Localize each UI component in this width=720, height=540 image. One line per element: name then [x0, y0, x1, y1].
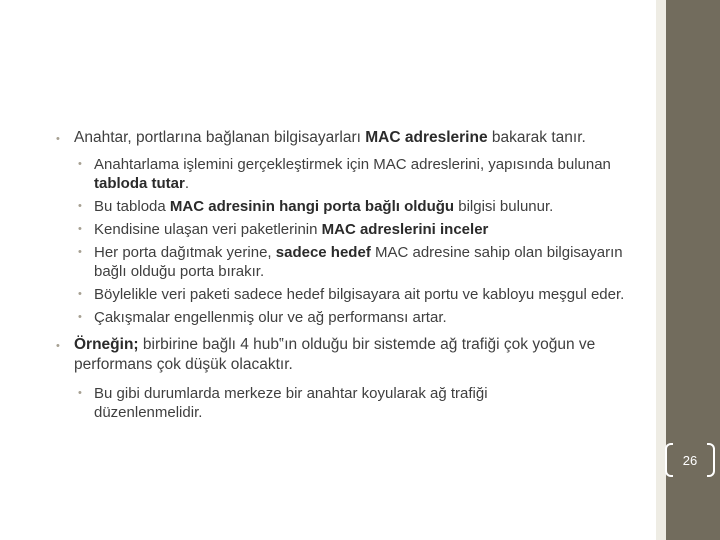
- bullet-item: [52, 335, 642, 375]
- bullet-bold-text: MAC adreslerini inceler: [321, 221, 489, 238]
- bullet-icon: •: [78, 246, 82, 258]
- bullet-icon: •: [56, 133, 60, 145]
- bullet-icon: •: [78, 387, 82, 399]
- bullet-bold-text: sadece hedef: [275, 244, 371, 261]
- bullet-text: birbirine bağlı 4 hub‟ın olduğu bir sistemde ağ trafiği çok yoğun ve performans çok düşük olacaktır.: [74, 336, 596, 373]
- bullet-bold-text: MAC adresinin hangi porta bağlı olduğu: [169, 198, 455, 215]
- slide-body: [52, 128, 642, 426]
- sub-bullet-item: [52, 155, 642, 193]
- sub-bullet-item: [52, 285, 642, 304]
- bullet-text: Anahtarlama işlemini gerçekleştirmek için MAC adreslerini, yapısında bulunan: [94, 156, 611, 173]
- bullet-bold-text: tabloda tutar: [94, 175, 185, 192]
- bullet-text: MAC adresine sahip olan bilgisayarın bağlı olduğu porta bırakır.: [94, 244, 623, 280]
- bullet-text: Her porta dağıtmak yerine,: [94, 244, 276, 261]
- bullet-icon: •: [78, 311, 82, 323]
- bracket-right-icon: [707, 443, 715, 477]
- sub-bullet-item: [52, 220, 642, 239]
- sub-bullet-item: [52, 384, 642, 422]
- bullet-text: Kendisine ulaşan veri paketlerinin: [94, 221, 322, 238]
- bracket-left-icon: [665, 443, 673, 477]
- bullet-text: .: [184, 175, 190, 192]
- page-number: 26: [682, 452, 698, 468]
- page-number-badge: [665, 443, 715, 477]
- bullet-text: Çakışmalar engellenmiş olur ve ağ performansı artar.: [94, 309, 447, 326]
- bullet-item: [52, 128, 642, 148]
- sub-bullet-item: [52, 243, 642, 281]
- bullet-text: bilgisi bulunur.: [454, 198, 554, 215]
- bullet-icon: •: [78, 223, 82, 235]
- sub-bullet-item: [52, 308, 642, 327]
- bullet-bold-text: MAC adreslerine: [365, 129, 488, 146]
- bullet-icon: •: [56, 340, 60, 352]
- bullet-text: Bu gibi durumlarda merkeze bir anahtar koyularak ağ trafiği düzenlenmelidir.: [94, 385, 488, 421]
- bullet-text: bakarak tanır.: [487, 129, 586, 146]
- bullet-icon: •: [78, 158, 82, 170]
- bullet-icon: •: [78, 288, 82, 300]
- bullet-text: Anahtar, portlarına bağlanan bilgisayarları: [74, 129, 366, 146]
- bullet-icon: •: [78, 200, 82, 212]
- bullet-text: Bu tabloda: [94, 198, 170, 215]
- bullet-bold-text: Örneğin;: [74, 336, 139, 353]
- bullet-text: Böylelikle veri paketi sadece hedef bilgisayara ait portu ve kabloyu meşgul eder.: [94, 286, 625, 303]
- sub-bullet-item: [52, 197, 642, 216]
